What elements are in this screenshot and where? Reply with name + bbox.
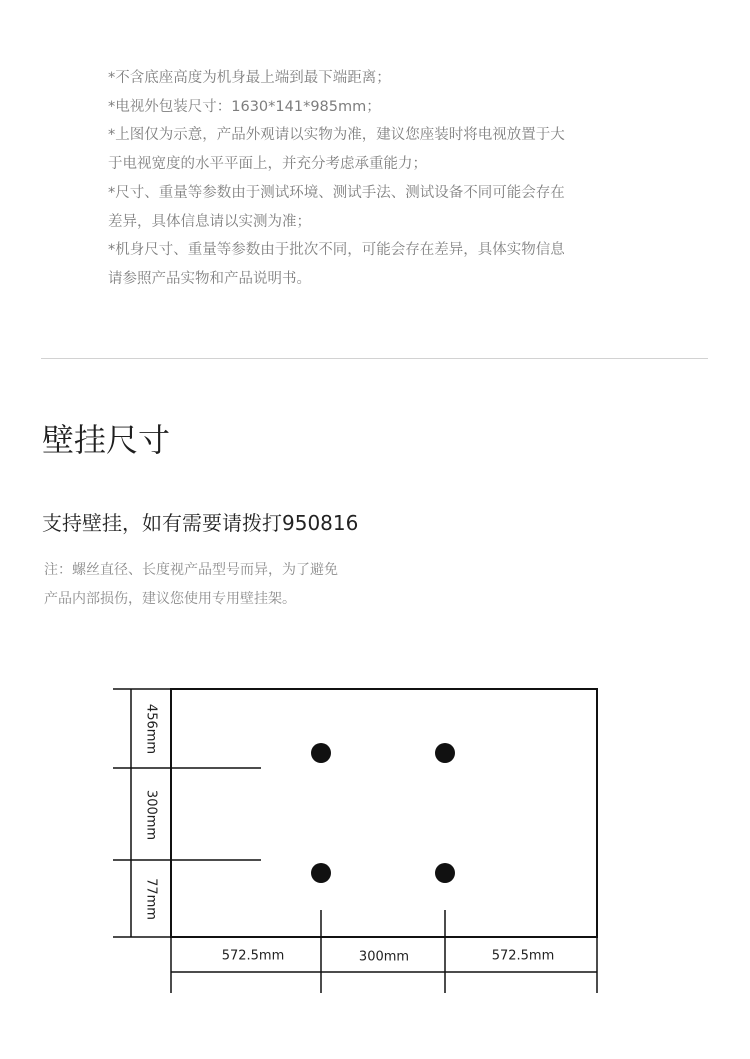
tip-line: 注：螺丝直径、长度视产品型号而异，为了避免 [44,562,338,578]
note-line: *机身尺寸、重量等参数由于批次不同，可能会存在差异，具体实物信息 [108,242,565,259]
tv-back-outline [171,689,597,937]
mount-hole [435,863,455,883]
note-line: *不含底座高度为机身最上端到最下端距离； [108,70,391,86]
wall-mount-support-text: 支持壁挂，如有需要请拨打950816 [42,511,359,535]
dim-label-center: 300mm [358,949,410,965]
section-title: 壁挂尺寸 [42,421,171,459]
mount-hole [311,743,331,763]
dim-label-middle: 300mm [143,789,159,841]
dim-label-right: 572.5mm [491,948,555,964]
tip-line: 产品内部损伤，建议您使用专用壁挂架。 [44,591,296,607]
dim-label-left: 572.5mm [221,948,285,964]
note-line: *上图仅为示意，产品外观请以实物为准，建议您座装时将电视放置于大 [108,127,565,144]
dim-label-bottom: 77mm [143,878,159,920]
mount-hole [435,743,455,763]
mount-hole [311,863,331,883]
note-line: 请参照产品实物和产品说明书。 [108,270,311,287]
note-line: *电视外包装尺寸：1630*141*985mm； [108,98,381,115]
note-line: *尺寸、重量等参数由于测试环境、测试手法、测试设备不同可能会存在 [108,184,565,201]
note-line: 于电视宽度的水平平面上，并充分考虑承重能力； [108,156,427,173]
note-line: 差异，具体信息请以实测为准； [108,213,311,230]
dim-label-top: 456mm [143,703,159,755]
